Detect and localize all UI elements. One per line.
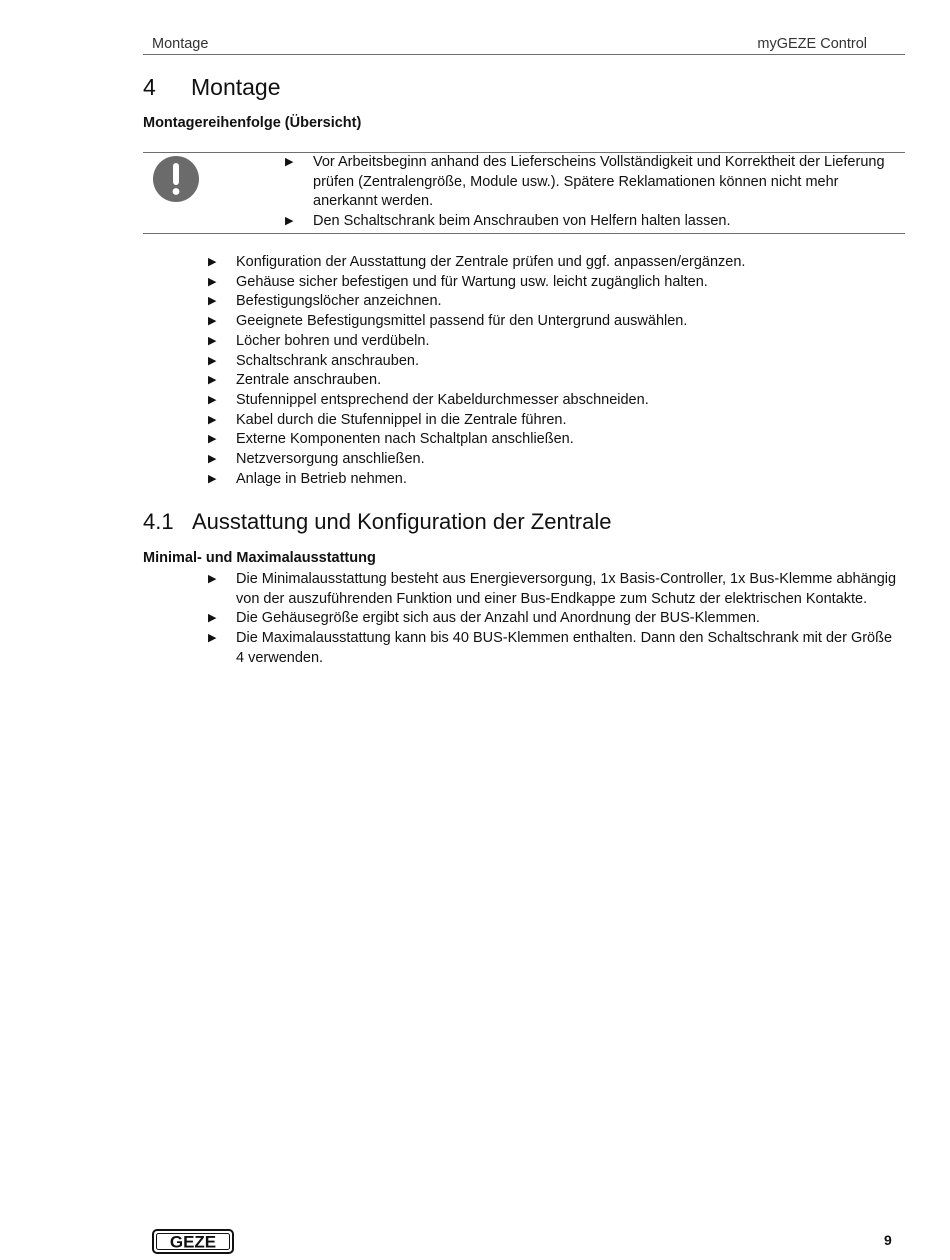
- page-number: 9: [884, 1232, 892, 1248]
- list-item: [208, 253, 898, 273]
- list-item: [208, 352, 898, 372]
- bullet-arrow-icon: ▶: [208, 275, 217, 288]
- equipment-item-text: Die Maximalausstattung kann bis 40 BUS-Klemmen enthalten. Dann den Schaltschrank mit der Größe 4 verwenden.: [236, 630, 893, 666]
- list-item: [208, 411, 898, 431]
- list-item: [208, 430, 898, 450]
- list-item: [208, 312, 898, 332]
- step-text: Befestigungslöcher anzeichnen.: [236, 293, 442, 310]
- list-item: [208, 629, 898, 668]
- bullet-arrow-icon: ▶: [208, 315, 217, 328]
- geze-logo: [152, 1229, 234, 1254]
- bullet-arrow-icon: ▶: [208, 354, 217, 367]
- step-text: Schaltschrank anschrauben.: [236, 352, 419, 369]
- bullet-arrow-icon: ▶: [208, 573, 217, 585]
- sequence-heading: Montagereihenfolge (Übersicht): [143, 115, 362, 131]
- list-item: [208, 450, 898, 470]
- notice-item-text: Den Schaltschrank beim Anschrauben von Helfern halten lassen.: [313, 213, 731, 230]
- notice-list: [285, 153, 885, 232]
- bullet-arrow-icon: ▶: [208, 295, 217, 308]
- bullet-arrow-icon: ▶: [208, 453, 217, 466]
- equipment-item-text: Die Minimalausstattung besteht aus Energieversorgung, 1x Basis-Controller, 1x Bus-Klemme abhängig von der auszuführenden Funktion und einer Bus-Endkappe zum Schutz der elektrischen Kontakte.: [236, 571, 897, 607]
- list-item: [208, 570, 898, 609]
- chapter-number: 4: [143, 74, 156, 100]
- bullet-arrow-icon: ▶: [208, 433, 217, 446]
- notice-item: [285, 212, 885, 232]
- notice-item: [285, 153, 885, 212]
- notice-item-text: Vor Arbeitsbeginn anhand des Lieferscheins Vollständigkeit und Korrektheit der Lieferung prüfen (Zentralengröße, Module usw.). Spätere Reklamationen können nicht mehr anerkannt werden.: [313, 154, 885, 210]
- bullet-arrow-icon: ▶: [208, 256, 217, 268]
- notice-box: [143, 152, 905, 234]
- step-text: Netzversorgung anschließen.: [236, 451, 425, 468]
- list-item: [208, 391, 898, 411]
- bullet-arrow-icon: ▶: [208, 334, 217, 347]
- chapter-title: [143, 74, 281, 101]
- list-item: [208, 609, 898, 629]
- section-number: 4.1: [143, 509, 174, 534]
- bullet-arrow-icon: ▶: [285, 215, 294, 228]
- list-item: [208, 273, 898, 293]
- exclamation-circle-icon: [153, 156, 199, 202]
- bullet-arrow-icon: ▶: [208, 393, 217, 406]
- step-text: Löcher bohren und verdübeln.: [236, 332, 430, 349]
- running-header: [143, 34, 905, 55]
- step-text: Konfiguration der Ausstattung der Zentrale prüfen und ggf. anpassen/ergänzen.: [236, 254, 746, 270]
- assembly-steps-list: [208, 253, 898, 489]
- equipment-list: [208, 570, 898, 669]
- section-title-text: Ausstattung und Konfiguration der Zentrale: [192, 509, 612, 534]
- bullet-arrow-icon: ▶: [208, 632, 217, 645]
- step-text: Zentrale anschrauben.: [236, 372, 382, 389]
- step-text: Stufennippel entsprechend der Kabeldurchmesser abschneiden.: [236, 391, 649, 408]
- bullet-arrow-icon: ▶: [285, 156, 294, 168]
- bullet-arrow-icon: ▶: [208, 472, 217, 485]
- step-text: Kabel durch die Stufennippel in die Zentrale führen.: [236, 411, 567, 428]
- list-item: [208, 371, 898, 391]
- list-item: [208, 332, 898, 352]
- equipment-subheading: Minimal- und Maximalausstattung: [143, 550, 376, 566]
- bullet-arrow-icon: ▶: [208, 374, 217, 387]
- step-text: Geeignete Befestigungsmittel passend für den Untergrund auswählen.: [236, 313, 688, 330]
- list-item: [208, 470, 898, 490]
- section-title: [143, 509, 612, 535]
- list-item: [208, 292, 898, 312]
- step-text: Gehäuse sicher befestigen und für Wartung usw. leicht zugänglich halten.: [236, 273, 708, 290]
- header-section-name: Montage: [152, 36, 209, 52]
- step-text: Anlage in Betrieb nehmen.: [236, 470, 407, 487]
- chapter-title-text: Montage: [191, 74, 281, 100]
- equipment-item-text: Die Gehäusegröße ergibt sich aus der Anzahl und Anordnung der BUS-Klemmen.: [236, 610, 760, 627]
- logo-text: GEZE: [169, 1232, 217, 1252]
- header-product-name: myGEZE Control: [757, 36, 867, 52]
- bullet-arrow-icon: ▶: [208, 413, 217, 426]
- step-text: Externe Komponenten nach Schaltplan anschließen.: [236, 431, 574, 448]
- bullet-arrow-icon: ▶: [208, 612, 217, 625]
